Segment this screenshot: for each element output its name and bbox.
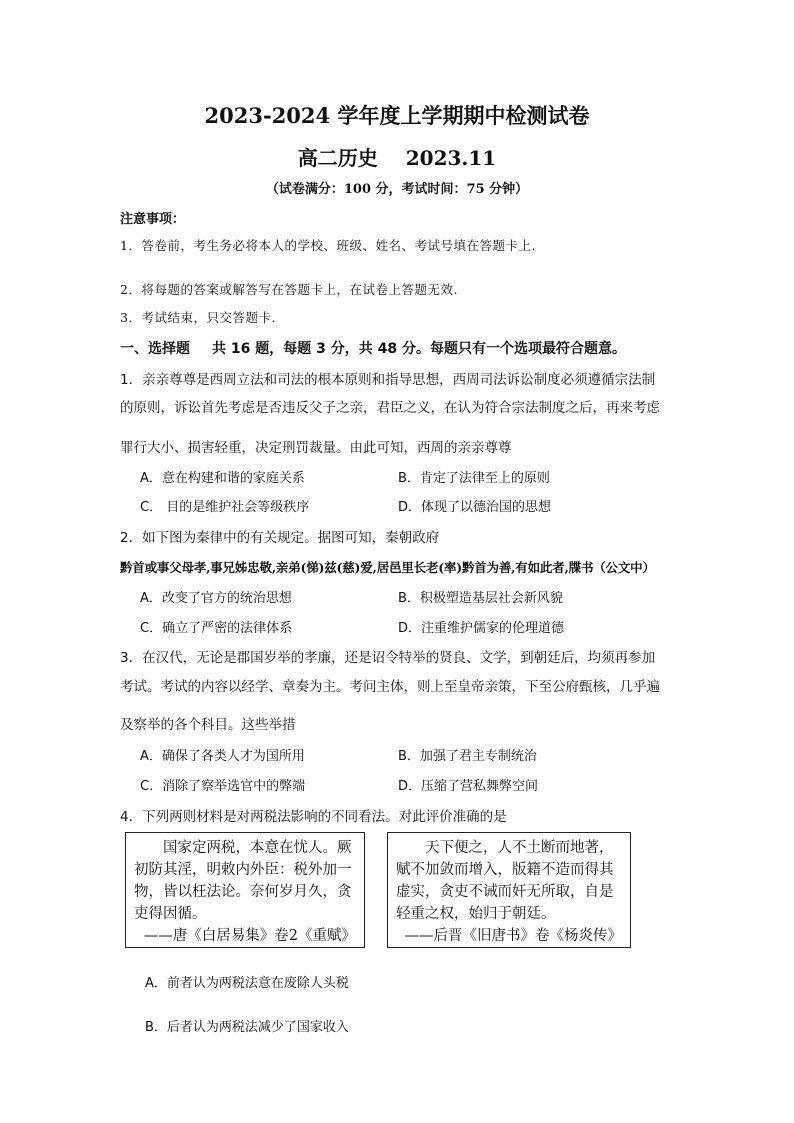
- material-source: ——后晋《旧唐书》卷《杨炎传》: [404, 928, 622, 944]
- question-2-option-b[interactable]: B．积极塑造基层社会新风貌: [398, 591, 563, 606]
- exam-title: 2023-2024 学年度上学期期中检测试卷: [204, 103, 590, 128]
- question-3-option-c[interactable]: C．消除了察举选官中的弊端: [140, 779, 306, 794]
- question-3-line: 及察举的各个科目。这些举措: [120, 717, 296, 733]
- material-text: 赋不加敛而增入，版籍不造而得其: [396, 862, 614, 878]
- material-text: 轻重之权，始归于朝廷。: [396, 906, 556, 922]
- exam-subject: 高二历史: [297, 146, 378, 170]
- question-1-option-c[interactable]: C． 目的是维护社会等级秩序: [140, 500, 310, 515]
- material-text: 虚实，贪吏不诫而奸无所取，自是: [396, 884, 614, 900]
- notice-item: 2．将每题的答案或解答写在答题卡上，在试卷上答题无效.: [120, 282, 458, 297]
- exam-subtitle: [0, 142, 794, 171]
- notice-item: 3．考试结束，只交答题卡.: [120, 310, 276, 325]
- material-box-left: [125, 832, 365, 948]
- material-text: 吏得因循。: [134, 906, 207, 922]
- question-1-option-b[interactable]: B．肯定了法律至上的原则: [398, 471, 550, 486]
- question-1-line: 罪行大小、损害轻重，决定刑罚裁量。由此可知，西周的亲亲尊尊: [120, 440, 512, 456]
- section-heading: [120, 338, 626, 358]
- notice-heading: 注意事项：: [120, 212, 186, 227]
- question-1-option-a[interactable]: A．意在构建和谐的家庭关系: [140, 471, 305, 486]
- question-2-material: 黔首或事父母孝,事兄姊忠敬,亲弟(悌)兹(慈)爱,居邑里长老(率)黔首为善,有如此者,牒书（公文中）: [120, 560, 655, 575]
- material-box-right: [387, 832, 631, 948]
- question-1-line: 1．亲亲尊尊是西周立法和司法的根本原则和指导思想，西周司法诉讼制度必须遵循宗法制: [120, 372, 656, 388]
- question-1-option-d[interactable]: D．体现了以德治国的思想: [398, 500, 552, 515]
- question-1-line: 的原则，诉讼首先考虑是否违反父子之亲，君臣之义，在认为符合宗法制度之后，再来考虑: [120, 400, 660, 416]
- question-3-option-d[interactable]: D．压缩了营私舞弊空间: [398, 779, 539, 794]
- material-text: 初防其淫，明敕内外臣：税外加一: [134, 862, 352, 878]
- question-2-option-d[interactable]: D．注重维护儒家的伦理道德: [398, 621, 565, 636]
- question-2-option-a[interactable]: A．改变了官方的统治思想: [140, 591, 292, 606]
- question-3-line: 考试。考试的内容以经学、章奏为主。考问主体，则上至皇帝亲策，下至公府甄核，几乎遍: [120, 679, 660, 695]
- question-2-line: 2．如下图为秦律中的有关规定。据图可知，秦朝政府: [120, 530, 440, 546]
- exam-date: 2023.11: [405, 146, 497, 170]
- notice-item: 1．答卷前，考生务必将本人的学校、班级、姓名、考试号填在答题卡上.: [120, 238, 536, 253]
- question-4-option-a[interactable]: A．前者认为两税法意在废除人头税: [145, 976, 349, 991]
- question-3-line: 3．在汉代，无论是郡国岁举的孝廉，还是诏令特举的贤良、文学，到朝廷后，均须再参加: [120, 650, 656, 666]
- question-3-option-b[interactable]: B．加强了君主专制统治: [398, 749, 537, 764]
- material-source: ——唐《白居易集》卷2《重赋》: [143, 928, 356, 944]
- material-text: 天下便之，人不土断而地著，: [425, 840, 614, 856]
- question-4-line: 4．下列两则材料是对两税法影响的不同看法。对此评价准确的是: [120, 809, 507, 825]
- material-text: 物，皆以枉法论。奈何岁月久，贪: [134, 884, 352, 900]
- section-label: 一、选择题: [120, 341, 190, 357]
- section-desc: 共 16 题，每题 3 分，共 48 分。每题只有一个选项最符合题意。: [212, 341, 626, 357]
- question-4-option-b[interactable]: B．后者认为两税法减少了国家收入: [145, 1020, 349, 1035]
- question-3-option-a[interactable]: A．确保了各类人才为国所用: [140, 749, 305, 764]
- exam-info: （试卷满分：100 分，考试时间：75 分钟）: [265, 182, 529, 197]
- material-text: 国家定两税，本意在忧人。厥: [163, 840, 352, 856]
- question-2-option-c[interactable]: C．确立了严密的法律体系: [140, 621, 293, 636]
